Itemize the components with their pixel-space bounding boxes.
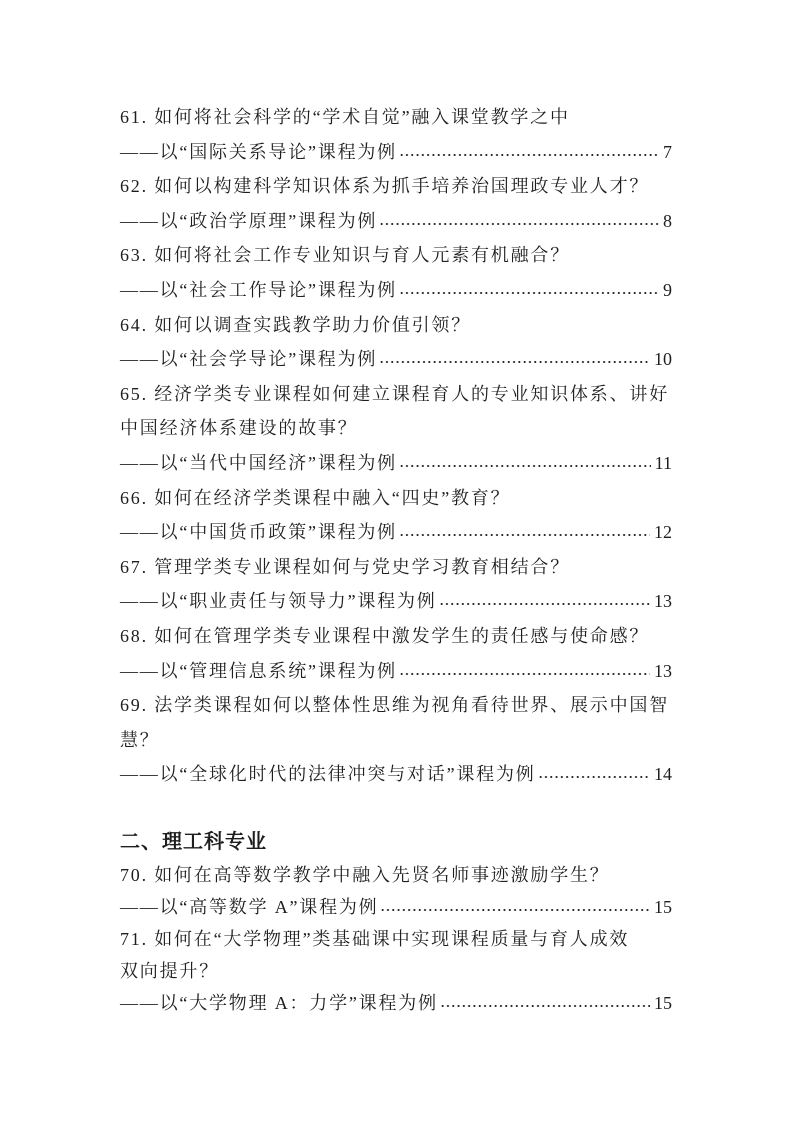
- case-label: ——以“高等数学 A”课程为例: [120, 897, 379, 917]
- entry-case-row: [120, 273, 672, 308]
- entry-question: 64. 如何以调查实践教学助力价值引领？: [120, 314, 471, 335]
- page-number: 15: [654, 897, 672, 917]
- entry-case-row: [120, 891, 672, 923]
- science-toc-list: [120, 859, 672, 1019]
- dot-leader: [399, 446, 651, 481]
- toc-entry: [120, 377, 672, 481]
- entry-question-continued: 双向提升？: [120, 961, 219, 981]
- dot-leader: [439, 584, 650, 619]
- entry-question: 61. 如何将社会科学的“学术自觉”融入课堂教学之中: [120, 107, 570, 127]
- entry-case-row: [120, 446, 672, 481]
- entry-question: 69. 法学类课程如何以整体性思维为视角看待世界、展示中国智: [120, 695, 669, 716]
- case-label: ——以“大学物理 A：力学”课程为例: [120, 993, 438, 1013]
- page-number: 10: [654, 349, 672, 370]
- case-label: ——以“社会工作导论”课程为例: [120, 279, 397, 300]
- page-number: 8: [663, 210, 672, 231]
- case-label: ——以“中国货币政策”课程为例: [120, 522, 397, 543]
- entry-question-continued: 中国经济体系建设的故事？: [120, 418, 358, 439]
- section-heading: 二、理工科专业: [120, 829, 267, 853]
- toc-entry: [120, 688, 672, 792]
- entry-question: 66. 如何在经济学类课程中融入“四史”教育？: [120, 487, 511, 508]
- toc-entry: [120, 550, 672, 619]
- case-label: ——以“政治学原理”课程为例: [120, 210, 378, 231]
- toc-entry: [120, 481, 672, 550]
- entry-question: 71. 如何在“大学物理”类基础课中实现课程质量与育人成效: [120, 929, 630, 949]
- entry-question-continued: 慧？: [120, 729, 160, 750]
- page-number: 13: [654, 660, 672, 681]
- entry-case-row: [120, 654, 672, 689]
- page-number: 15: [654, 993, 672, 1013]
- toc-entry: [120, 100, 672, 169]
- dot-leader: [399, 135, 659, 170]
- entry-question: 68. 如何在管理学类专业课程中激发学生的责任感与使命感？: [120, 625, 650, 646]
- case-label: ——以“管理信息系统”课程为例: [120, 660, 397, 681]
- page-number: 14: [654, 764, 672, 785]
- dot-leader: [538, 757, 650, 792]
- entry-case-row: [120, 987, 672, 1019]
- entry-question: 70. 如何在高等数学教学中融入先贤名师事迹激励学生？: [120, 865, 610, 885]
- dot-leader: [399, 515, 650, 550]
- entry-case-row: [120, 757, 672, 792]
- entry-question: 62. 如何以构建科学知识体系为抓手培养治国理政专业人才？: [120, 176, 650, 197]
- dot-leader: [380, 891, 650, 923]
- entry-question: 63. 如何将社会工作专业知识与育人元素有机融合？: [120, 245, 570, 266]
- toc-entry: [120, 308, 672, 377]
- case-label: ——以“职业责任与领导力”课程为例: [120, 591, 437, 612]
- case-label: ——以“社会学导论”课程为例: [120, 349, 378, 370]
- page-number: 9: [663, 279, 672, 300]
- entry-case-row: [120, 342, 672, 377]
- entry-case-row: [120, 204, 672, 239]
- dot-leader: [399, 273, 659, 308]
- case-label: ——以“全球化时代的法律冲突与对话”课程为例: [120, 764, 536, 785]
- toc-entry: [120, 619, 672, 688]
- toc-entry: [120, 169, 672, 238]
- case-label: ——以“国际关系导论”课程为例: [120, 141, 397, 162]
- case-label: ——以“当代中国经济”课程为例: [120, 452, 397, 473]
- toc-entry: [120, 859, 672, 923]
- dot-leader: [440, 987, 650, 1019]
- toc-list: [120, 100, 672, 792]
- toc-entry: [120, 923, 672, 1019]
- page-number: 12: [654, 522, 672, 543]
- page-number: 13: [654, 591, 672, 612]
- entry-case-row: [120, 515, 672, 550]
- toc-entry: [120, 238, 672, 307]
- dot-leader: [379, 342, 650, 377]
- dot-leader: [399, 654, 650, 689]
- entry-case-row: [120, 584, 672, 619]
- entry-case-row: [120, 135, 672, 170]
- page-number: 7: [663, 141, 672, 162]
- entry-question: 67. 管理学类专业课程如何与党史学习教育相结合？: [120, 556, 570, 577]
- dot-leader: [379, 204, 659, 239]
- entry-question: 65. 经济学类专业课程如何建立课程育人的专业知识体系、讲好: [120, 383, 669, 404]
- page-number: 11: [654, 452, 672, 473]
